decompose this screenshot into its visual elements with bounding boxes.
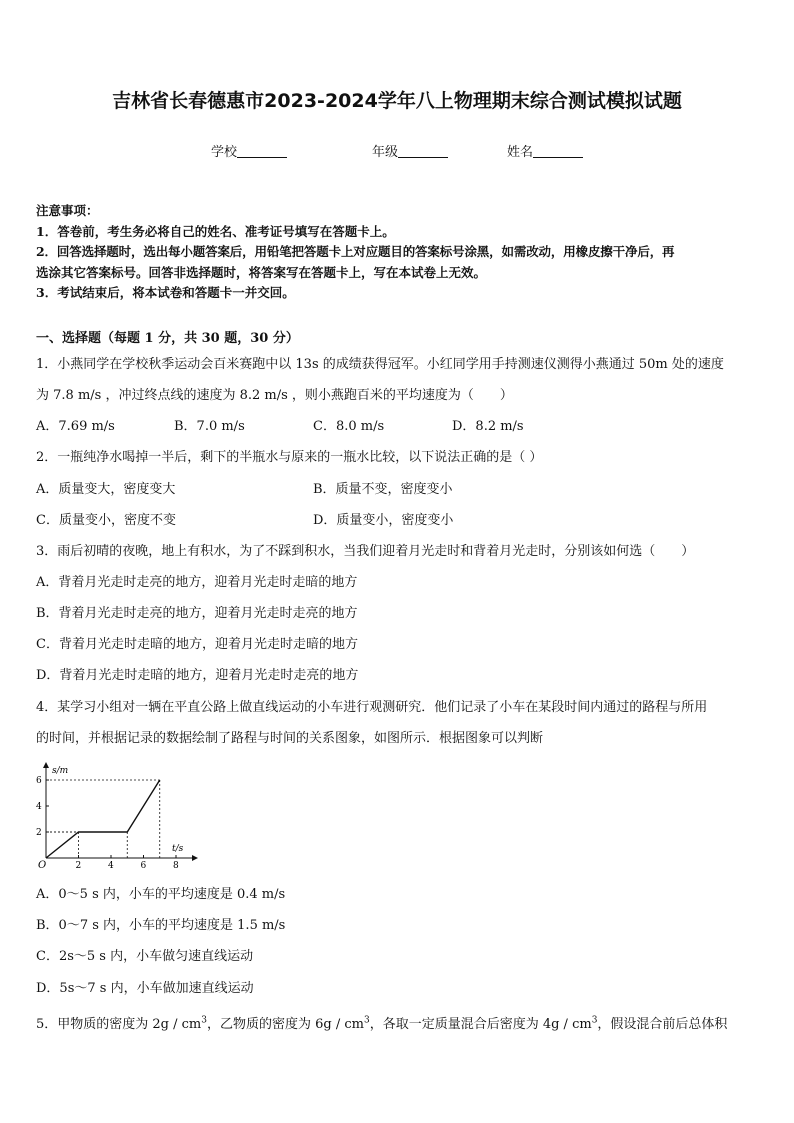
unit-superscript: 3 [363,1015,370,1026]
unit-superscript: 3 [591,1015,598,1026]
q5-part: ，乙物质的密度为 6g / cm [206,1017,364,1032]
question-3-option-b: B．背着月光走时走亮的地方，迎着月光走时走亮的地方 [36,606,358,621]
series-line [46,780,160,858]
q5-part: ，各取一定质量混合后密度为 4g / cm [369,1017,592,1032]
y-tick-label: 4 [36,802,42,812]
q5-part: ，假设混合前后总体积 [597,1017,728,1032]
question-5-text [36,1013,760,1032]
question-2-option-a: A．质量变大，密度变大 [36,482,176,497]
grade-field [372,141,448,160]
notice-item: 选涂其它答案标号。回答非选择题时，将答案写在答题卡上，写在本试卷上无效。 [36,264,487,280]
school-field [211,141,287,160]
name-field [507,141,583,160]
q5-part: 5．甲物质的密度为 2g / cm [36,1017,202,1032]
y-tick-label: 6 [36,776,42,786]
school-label: 学校 [211,145,238,160]
section-title: 一、选择题（每题 1 分，共 30 题，30 分） [36,331,299,346]
question-2-option-c: C．质量变小，密度不变 [36,513,176,528]
question-3-option-a: A．背着月光走时走亮的地方，迎着月光走时走暗的地方 [36,575,358,590]
graph-layer [36,776,179,871]
x-axis-arrow [192,855,198,861]
question-1-option-a: A．7.69 m/s [36,419,115,434]
notice-heading: 注意事项： [36,203,99,218]
x-tick-label: 2 [75,861,82,871]
notice-block [36,201,760,304]
y-axis-label: s/m [52,766,69,776]
name-blank [533,145,583,158]
question-3-option-c: C．背着月光走时走暗的地方，迎着月光走时走暗的地方 [36,637,358,652]
x-axis-label: t/s [172,844,184,854]
notice-item: 1．答卷前，考生务必将自己的姓名、准考证号填写在答题卡上。 [36,223,395,239]
question-2-text: 2．一瓶纯净水喝掉一半后，剩下的半瓶水与原来的一瓶水比较，以下说法正确的是（ ） [36,450,543,465]
question-4-option-a: A．0～5 s 内，小车的平均速度是 0.4 m/s [36,887,286,902]
question-1-option-b: B．7.0 m/s [174,419,245,434]
school-blank [237,145,287,158]
question-4-option-c: C．2s～5 s 内，小车做匀速直线运动 [36,949,254,964]
x-tick-label: 8 [173,861,179,871]
x-tick-label: 4 [108,861,114,871]
question-1-option-c: C．8.0 m/s [313,419,385,434]
unit-superscript: 3 [201,1015,207,1026]
grade-label: 年级 [372,145,399,160]
page-title: 吉林省长春德惠市2023-2024学年八上物理期末综合测试模拟试题 [112,90,682,112]
name-label: 姓名 [507,145,534,160]
question-4-option-d: D．5s～7 s 内，小车做加速直线运动 [36,981,254,996]
y-axis-arrow [43,762,49,768]
grade-blank [398,145,448,158]
notice-item: 3．考试结束后，将本试卷和答题卡一并交回。 [36,285,295,300]
origin-label: O [38,860,47,871]
question-2-option-d: D．质量变小，密度变小 [313,513,454,528]
question-1-text: 1．小燕同学在学校秋季运动会百米赛跑中以 13s 的成绩获得冠军。小红同学用手持测速仪测得小燕通过 50m 处的速度 [36,357,724,372]
question-1-option-d: D．8.2 m/s [452,419,524,434]
distance-time-graph [32,760,202,872]
question-1-text: 为 7.8 m/s ，冲过终点线的速度为 8.2 m/s ，则小燕跑百米的平均速度为（ ） [36,388,513,403]
question-3-option-d: D．背着月光走时走暗的地方，迎着月光走时走亮的地方 [36,668,359,683]
x-tick-label: 6 [140,861,147,871]
question-2-option-b: B．质量不变，密度变小 [313,482,453,497]
question-4-text: 4．某学习小组对一辆在平直公路上做直线运动的小车进行观测研究．他们记录了小车在某段时间内通过的路程与所用 [36,700,708,715]
notice-item: 2．回答选择题时，选出每小题答案后，用铅笔把答题卡上对应题目的答案标号涂黑，如需改动，用橡皮擦干净后，再 [36,244,675,259]
question-3-text: 3．雨后初晴的夜晚，地上有积水，为了不踩到积水，当我们迎着月光走时和背着月光走时，分别该如何选（ ） [36,544,695,559]
question-4-option-b: B．0～7 s 内，小车的平均速度是 1.5 m/s [36,918,286,933]
question-4-text: 的时间，并根据记录的数据绘制了路程与时间的关系图象，如图所示．根据图象可以判断 [36,731,544,746]
y-tick-label: 2 [36,828,42,838]
